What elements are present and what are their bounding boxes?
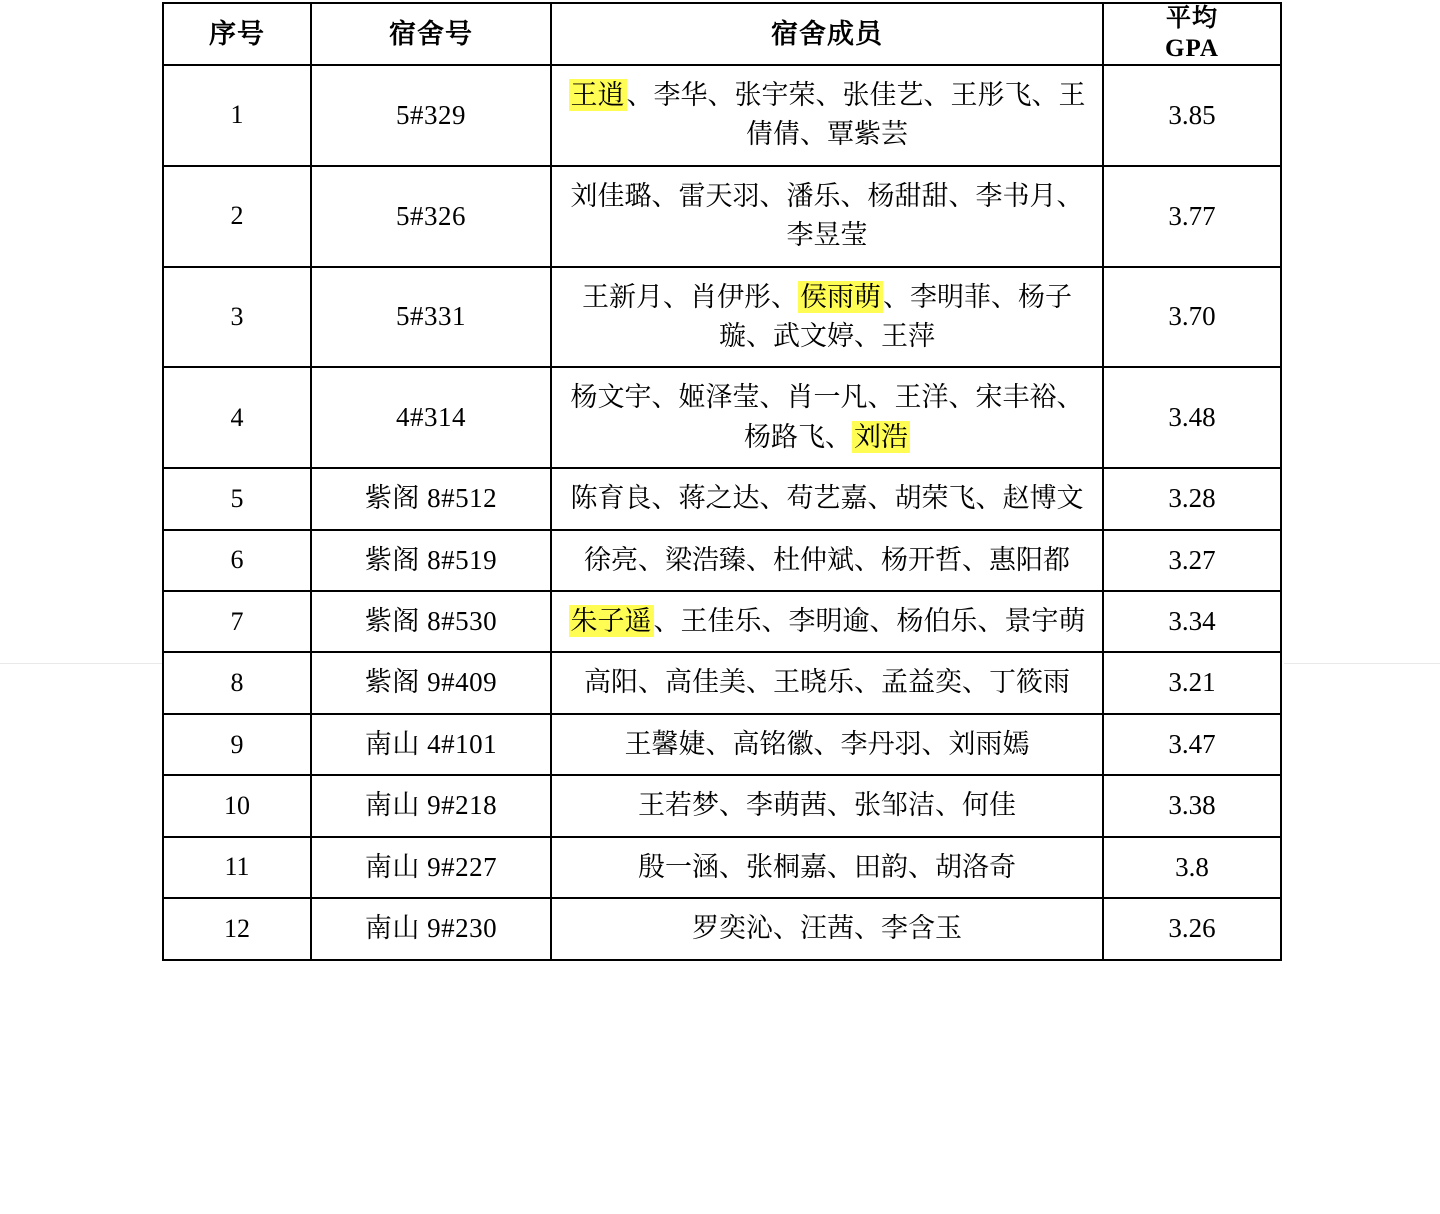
cell-average-gpa: 3.8 bbox=[1103, 837, 1281, 898]
cell-members bbox=[551, 468, 1103, 529]
member-names-text: 陈育良、蒋之达、苟艺嘉、胡荣飞、赵博文 bbox=[570, 483, 1084, 514]
cell-index: 4 bbox=[163, 367, 311, 468]
cell-room-number: 5#329 bbox=[311, 65, 551, 166]
cell-index: 10 bbox=[163, 775, 311, 836]
cell-index: 5 bbox=[163, 468, 311, 529]
table-row bbox=[163, 837, 1281, 898]
cell-members bbox=[551, 65, 1103, 166]
cell-members bbox=[551, 714, 1103, 775]
member-names-text: 罗奕沁、汪茜、李含玉 bbox=[692, 913, 962, 944]
table-row bbox=[163, 530, 1281, 591]
table-row bbox=[163, 166, 1281, 267]
highlighted-member-name: 朱子遥 bbox=[570, 606, 652, 637]
table-row bbox=[163, 591, 1281, 652]
member-names-text: 刘佳璐、雷天羽、潘乐、杨甜甜、李书月、李昱莹 bbox=[570, 180, 1084, 251]
column-header-members: 宿舍成员 bbox=[551, 3, 1103, 65]
cell-members bbox=[551, 166, 1103, 267]
cell-members bbox=[551, 530, 1103, 591]
cell-index: 3 bbox=[163, 267, 311, 368]
table-row bbox=[163, 468, 1281, 529]
cell-average-gpa: 3.85 bbox=[1103, 65, 1281, 166]
member-names-text: 、王佳乐、李明逾、杨伯乐、景宇萌 bbox=[653, 606, 1086, 637]
cell-index: 12 bbox=[163, 898, 311, 959]
member-names-text: 杨文宇、姬泽莹、肖一凡、王洋、宋丰裕、杨路飞、 bbox=[570, 382, 1084, 452]
cell-room-number: 紫阁 8#530 bbox=[311, 591, 551, 652]
cell-room-number: 南山 9#218 bbox=[311, 775, 551, 836]
cell-room-number: 紫阁 8#512 bbox=[311, 468, 551, 529]
member-names-text: 高阳、高佳美、王晓乐、孟益奕、丁筱雨 bbox=[584, 667, 1070, 698]
table-body bbox=[163, 65, 1281, 960]
cell-average-gpa: 3.48 bbox=[1103, 367, 1281, 468]
cell-average-gpa: 3.77 bbox=[1103, 166, 1281, 267]
cell-average-gpa: 3.70 bbox=[1103, 267, 1281, 368]
highlighted-member-name: 王逍 bbox=[570, 80, 625, 110]
member-names-text: 王馨婕、高铭徽、李丹羽、刘雨嫣 bbox=[624, 728, 1030, 759]
cell-room-number: 南山 9#227 bbox=[311, 837, 551, 898]
page-hairline-right bbox=[1284, 663, 1440, 664]
cell-members bbox=[551, 591, 1103, 652]
member-names-text: 殷一涵、张桐嘉、田韵、胡洛奇 bbox=[638, 851, 1016, 882]
cell-index: 7 bbox=[163, 591, 311, 652]
cell-room-number: 5#326 bbox=[311, 166, 551, 267]
cell-average-gpa: 3.26 bbox=[1103, 898, 1281, 959]
member-names-text: 王若梦、李萌茜、张邹洁、何佳 bbox=[638, 790, 1016, 821]
cell-room-number: 4#314 bbox=[311, 367, 551, 468]
highlighted-member-name: 侯雨萌 bbox=[800, 281, 881, 312]
cell-room-number: 南山 9#230 bbox=[311, 898, 551, 959]
cell-room-number: 5#331 bbox=[311, 267, 551, 368]
column-header-gpa-line1: 平均 bbox=[1165, 5, 1218, 32]
cell-room-number: 紫阁 8#519 bbox=[311, 530, 551, 591]
cell-index: 1 bbox=[163, 65, 311, 166]
table-row bbox=[163, 267, 1281, 368]
cell-average-gpa: 3.27 bbox=[1103, 530, 1281, 591]
member-names-text: 徐亮、梁浩臻、杜仲斌、杨开哲、惠阳都 bbox=[584, 544, 1070, 575]
table-row bbox=[163, 898, 1281, 959]
cell-average-gpa: 3.47 bbox=[1103, 714, 1281, 775]
cell-index: 2 bbox=[163, 166, 311, 267]
table-header bbox=[163, 3, 1281, 65]
column-header-index: 序号 bbox=[163, 3, 311, 65]
table-row bbox=[163, 714, 1281, 775]
member-names-text: 、李华、张宇荣、张佳艺、王彤飞、王倩倩、覃紫芸 bbox=[626, 80, 1086, 150]
cell-average-gpa: 3.38 bbox=[1103, 775, 1281, 836]
cell-index: 6 bbox=[163, 530, 311, 591]
page-hairline-left bbox=[0, 663, 162, 664]
table-row bbox=[163, 775, 1281, 836]
cell-members bbox=[551, 267, 1103, 368]
cell-index: 11 bbox=[163, 837, 311, 898]
table-row bbox=[163, 65, 1281, 166]
cell-index: 8 bbox=[163, 652, 311, 713]
member-names-text: 、李明菲、杨子璇、武文婷、王萍 bbox=[719, 281, 1072, 352]
cell-average-gpa: 3.28 bbox=[1103, 468, 1281, 529]
cell-members bbox=[551, 652, 1103, 713]
member-names-text: 王新月、肖伊彤、 bbox=[582, 281, 798, 312]
cell-members bbox=[551, 837, 1103, 898]
cell-room-number: 南山 4#101 bbox=[311, 714, 551, 775]
cell-members bbox=[551, 775, 1103, 836]
table-row bbox=[163, 367, 1281, 468]
cell-average-gpa: 3.21 bbox=[1103, 652, 1281, 713]
table-header-row bbox=[163, 3, 1281, 65]
table-row bbox=[163, 652, 1281, 713]
cell-room-number: 紫阁 9#409 bbox=[311, 652, 551, 713]
column-header-room: 宿舍号 bbox=[311, 3, 551, 65]
cell-average-gpa: 3.34 bbox=[1103, 591, 1281, 652]
column-header-gpa-line2: GPA bbox=[1165, 35, 1219, 62]
highlighted-member-name: 刘浩 bbox=[854, 421, 908, 452]
cell-members bbox=[551, 898, 1103, 959]
cell-members bbox=[551, 367, 1103, 468]
dormitory-gpa-table bbox=[162, 2, 1282, 961]
column-header-gpa bbox=[1103, 3, 1281, 65]
cell-index: 9 bbox=[163, 714, 311, 775]
